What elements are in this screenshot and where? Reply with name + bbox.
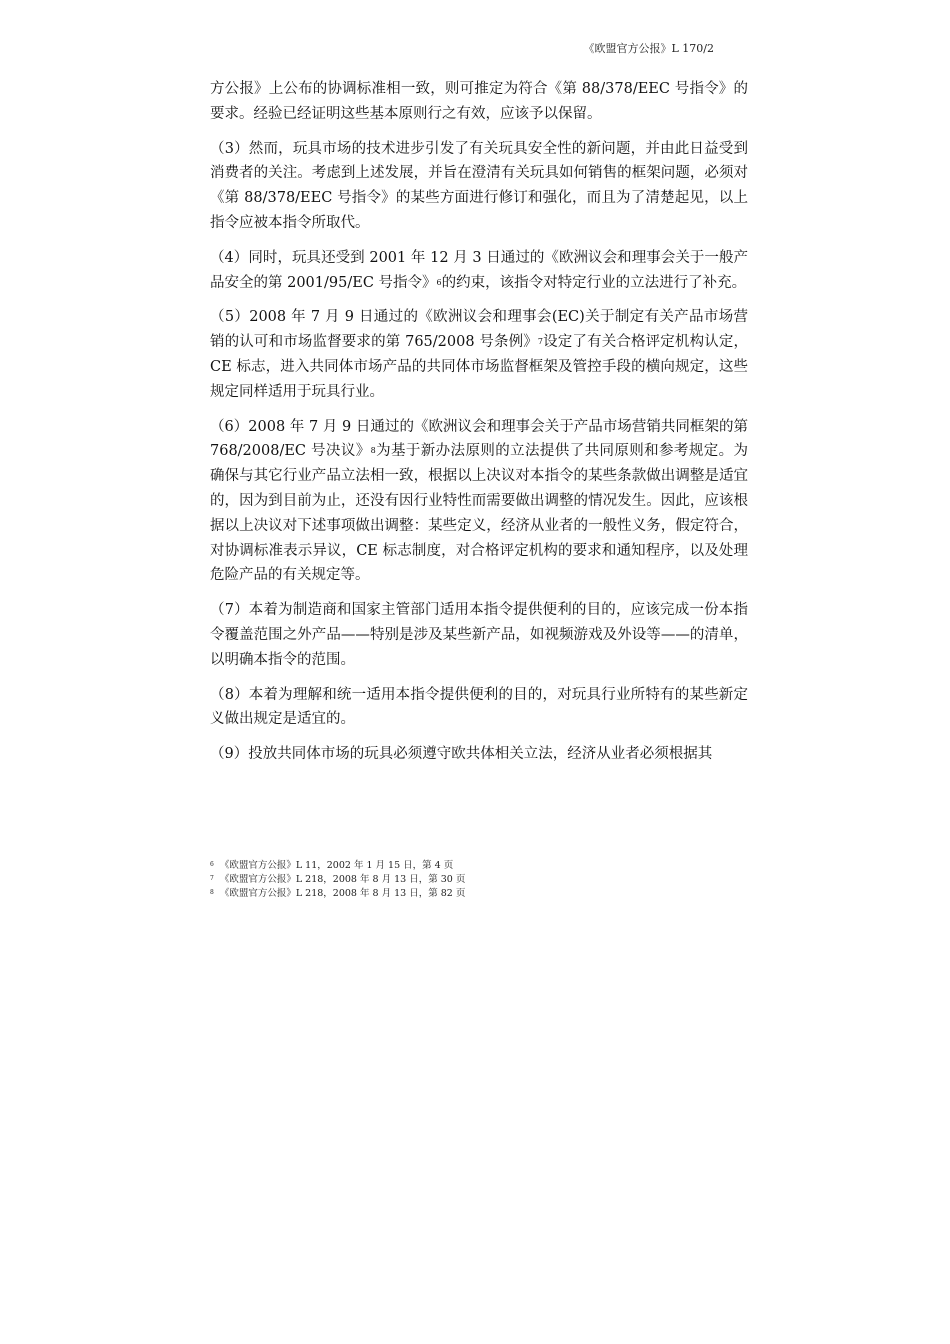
paragraph-4-text: （4）同时，玩具还受到 2001 年 12 月 3 日通过的《欧洲议会和理事会关于一般产品安全的第 2001/95/EC 号指令》 xyxy=(210,249,748,291)
paragraph-5 xyxy=(210,305,748,404)
footnote-text: 《欧盟官方公报》L 218，2008 年 8 月 13 日，第 82 页 xyxy=(219,888,466,899)
footnote-reference-6: 6 xyxy=(436,277,442,287)
paragraph-6-text: （6）2008 年 7 月 9 日通过的《欧洲议会和理事会关于产品市场营销共同框架的第 768/2008/EC 号决议》 xyxy=(210,418,748,460)
paragraph-9: （9）投放共同体市场的玩具必须遵守欧共体相关立法，经济从业者必须根据其 xyxy=(210,746,713,763)
paragraph-3: （3）然而，玩具市场的技术进步引发了有关玩具安全性的新问题，并由此日益受到消费者的关注。考虑到上述发展，并旨在澄清有关玩具如何销售的框架问题，必须对《第 88/378/EEC 号指令》的某些方面进行修订和强化，而且为了清楚起见，以上指令应被本指令所取代。 xyxy=(210,140,748,231)
body-text xyxy=(210,77,748,777)
footnote-7 xyxy=(210,872,748,886)
paragraph-4-text-continued: 的约束，该指令对特定行业的立法进行了补充。 xyxy=(441,274,747,291)
running-header: 《欧盟官方公报》L 170/2 xyxy=(583,42,714,55)
footnote-text: 《欧盟官方公报》L 11，2002 年 1 月 15 日，第 4 页 xyxy=(219,860,454,871)
paragraph-7: （7）本着为制造商和国家主管部门适用本指令提供便利的目的，应该完成一份本指令覆盖范围之外产品——特别是涉及某些新产品，如视频游戏及外设等——的清单，以明确本指令的范围。 xyxy=(210,602,748,668)
footnote-mark: 7 xyxy=(210,875,214,882)
paragraph-6 xyxy=(210,415,748,589)
paragraph-4 xyxy=(210,246,748,296)
footnotes xyxy=(210,858,748,900)
footnote-text: 《欧盟官方公报》L 218，2008 年 8 月 13 日，第 30 页 xyxy=(219,874,466,885)
footnote-mark: 8 xyxy=(210,889,214,896)
footnote-8 xyxy=(210,886,748,900)
footnote-6 xyxy=(210,858,748,872)
paragraph-5-text: （5）2008 年 7 月 9 日通过的《欧洲议会和理事会(EC)关于制定有关产品市场营销的认可和市场监督要求的第 765/2008 号条例》 xyxy=(210,309,748,351)
footnote-reference-8: 8 xyxy=(370,446,376,456)
paragraph-continuation: 方公报》上公布的协调标准相一致，则可推定为符合《第 88/378/EEC 号指令》的要求。经验已经证明这些基本原则行之有效，应该予以保留。 xyxy=(210,81,748,122)
paragraph-5-text-continued: 设定了有关合格评定机构认定，CE 标志，进入共同体市场产品的共同体市场监督框架及管控手段的横向规定，这些规定同样适用于玩具行业。 xyxy=(210,334,749,400)
paragraph-8: （8）本着为理解和统一适用本指令提供便利的目的，对玩具行业所特有的某些新定义做出规定是适宜的。 xyxy=(210,686,748,728)
paragraph-6-text-continued: 为基于新办法原则的立法提供了共同原则和参考规定。为确保与其它行业产品立法相一致，根据以上决议对本指令的某些条款做出调整是适宜的，因为到目前为止，还没有因行业特性而需要做出调整的情况发生。因此，应该根据以上决议对下述事项做出调整：某些定义，经济从业者的一般性义务，假定符合，对协调标准表示异议，CE 标志制度，对合格评定机构的要求和通知程序，以及处理危险产品的有关规定等。 xyxy=(210,443,749,584)
footnote-mark: 6 xyxy=(210,861,214,868)
footnote-reference-7: 7 xyxy=(537,337,543,347)
